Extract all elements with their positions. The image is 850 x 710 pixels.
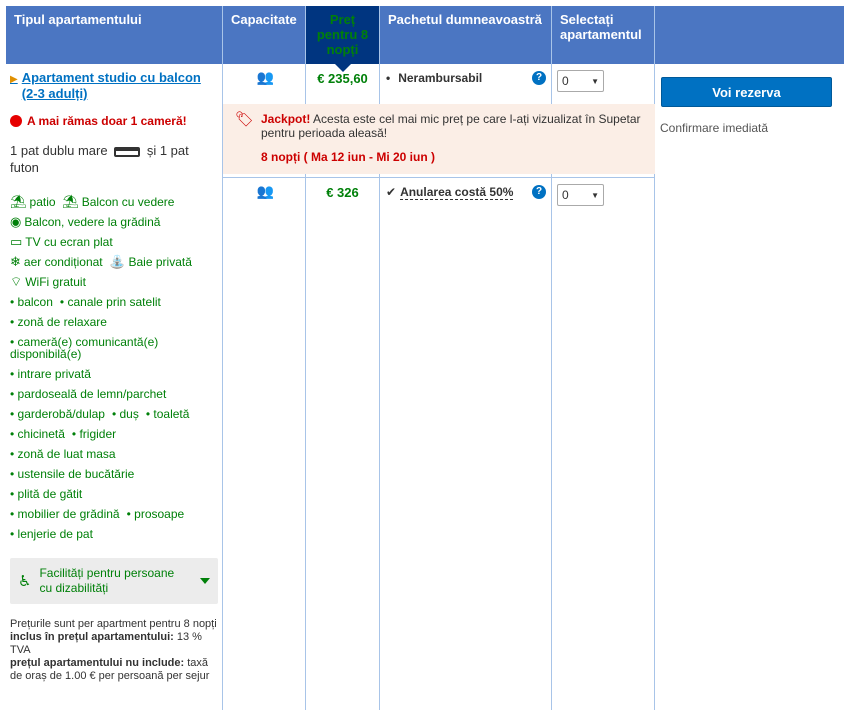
confirmation-text: Confirmare imediată — [660, 121, 769, 135]
list-item: • balcon — [10, 295, 53, 309]
room-info — [6, 64, 222, 683]
list-item: • toaletă — [145, 407, 190, 421]
scarcity-text: A mai rămas doar 1 cameră! — [27, 114, 187, 128]
list-item: • zonă de relaxare — [10, 315, 107, 329]
list-item: • cameră(e) comunicantă(e) disponibilă(e) — [10, 335, 159, 361]
list-item: • mobilier de grădină — [10, 507, 120, 521]
header-price: Preț pentru 8 nopți — [306, 6, 379, 64]
header-blank — [655, 6, 844, 64]
jackpot-dates: 8 nopți ( Ma 12 iun - Mi 20 iun ) — [261, 150, 436, 164]
scarcity-message — [10, 114, 218, 128]
patio-icon: ⛱ — [10, 194, 27, 209]
select-value: 0 — [562, 74, 569, 88]
tag-icon: 🏷 — [235, 111, 255, 128]
jackpot-banner — [223, 104, 655, 174]
facility-label: aer condiționat — [23, 255, 103, 269]
wifi-icon: ⌔ — [10, 274, 23, 289]
check-icon: ✔ — [386, 185, 397, 199]
list-item: • duș — [111, 407, 139, 421]
room-quantity-select[interactable] — [557, 70, 604, 92]
list-item: • plită de gătit — [10, 487, 83, 501]
chevron-down-icon — [200, 578, 210, 584]
select-value: 0 — [562, 188, 569, 202]
price-notes — [10, 618, 218, 683]
room-name-link[interactable] — [10, 70, 218, 102]
price-cell: € 235,60 — [317, 71, 368, 86]
facility-label: Baie privată — [128, 255, 192, 269]
bed-info — [10, 142, 218, 176]
list-item: • garderobă/dulap — [10, 407, 105, 421]
snowflake-icon: ❄ — [10, 254, 21, 269]
red-dot-icon — [10, 115, 22, 127]
package-label: Nerambursabil — [398, 71, 483, 85]
facility-label: patio — [29, 195, 56, 209]
book-button[interactable]: Voi rezerva — [661, 77, 832, 107]
capacity-cell — [223, 183, 306, 200]
header-select: Selectați apartamentul — [552, 6, 654, 64]
package-label[interactable]: Anularea costă 50% — [400, 185, 514, 199]
two-persons-icon: 👥 — [256, 69, 273, 85]
room-quantity-select[interactable] — [557, 184, 604, 206]
bed-text-2: și 1 pat futon — [10, 143, 189, 175]
list-item: • ustensile de bucătărie — [10, 467, 135, 481]
accessibility-label: Facilități pentru persoane cu dizabilități — [39, 566, 175, 595]
header-package: Pachetul dumneavoastră — [380, 6, 551, 64]
two-persons-icon: 👥 — [256, 183, 273, 199]
question-icon[interactable]: ? — [532, 185, 546, 199]
accessibility-toggle[interactable] — [10, 558, 218, 604]
room-name[interactable]: Apartament studio cu balcon (2-3 adulți) — [21, 70, 201, 101]
capacity-cell — [223, 69, 306, 86]
note-included: inclus în prețul apartamentului: 13 % TVA — [10, 631, 202, 656]
dropdown-arrow-icon: ▼ — [591, 190, 599, 200]
tv-icon: ▭ — [10, 234, 23, 249]
bed-icon — [114, 147, 140, 157]
jackpot-message: Jackpot! Acesta este cel mai mic preț pe care l-ați vizualizat în Supetar pentru perioada aleasă! — [261, 112, 641, 140]
list-item: • intrare privată — [10, 367, 91, 381]
header-room-type: Tipul apartamentului — [6, 6, 222, 64]
list-item: • prosoape — [126, 507, 185, 521]
wheelchair-icon: ♿ — [18, 572, 32, 590]
package-cell — [380, 185, 552, 200]
price-cell: € 326 — [326, 185, 359, 200]
list-item: • zonă de luat masa — [10, 447, 116, 461]
eye-icon: ◉ — [10, 214, 22, 229]
bullet: • — [386, 71, 391, 85]
list-item: • pardoseală de lemn/parchet — [10, 387, 167, 401]
package-cell — [380, 71, 552, 85]
facility-label: Balcon, vedere la grădină — [24, 215, 161, 229]
list-item: • lenjerie de pat — [10, 527, 93, 541]
shower-icon: ⛲ — [109, 254, 126, 269]
header-capacity: Capacitate — [223, 6, 305, 64]
row-divider — [223, 177, 654, 178]
facility-label: TV cu ecran plat — [25, 235, 113, 249]
triangle-right-icon: ▶ — [10, 74, 18, 85]
list-item: • canale prin satelit — [59, 295, 161, 309]
dropdown-arrow-icon: ▼ — [591, 76, 599, 86]
bed-text-1: 1 pat dublu mare — [10, 143, 108, 158]
question-icon[interactable]: ? — [532, 71, 546, 85]
facility-label: WiFi gratuit — [25, 275, 86, 289]
facility-icons — [10, 192, 218, 292]
facility-label: Balcon cu vedere — [81, 195, 175, 209]
note-not-included: prețul apartamentului nu include: taxă de oraș de 1.00 € per persoană per sejur — [10, 657, 210, 682]
list-item: • frigider — [71, 427, 117, 441]
note-per-apartment: Prețurile sunt per apartment pentru 8 nopți — [10, 618, 217, 630]
list-item: • chicinetă — [10, 427, 65, 441]
balcony-icon: ⛱ — [62, 194, 79, 209]
facility-list — [10, 292, 218, 544]
